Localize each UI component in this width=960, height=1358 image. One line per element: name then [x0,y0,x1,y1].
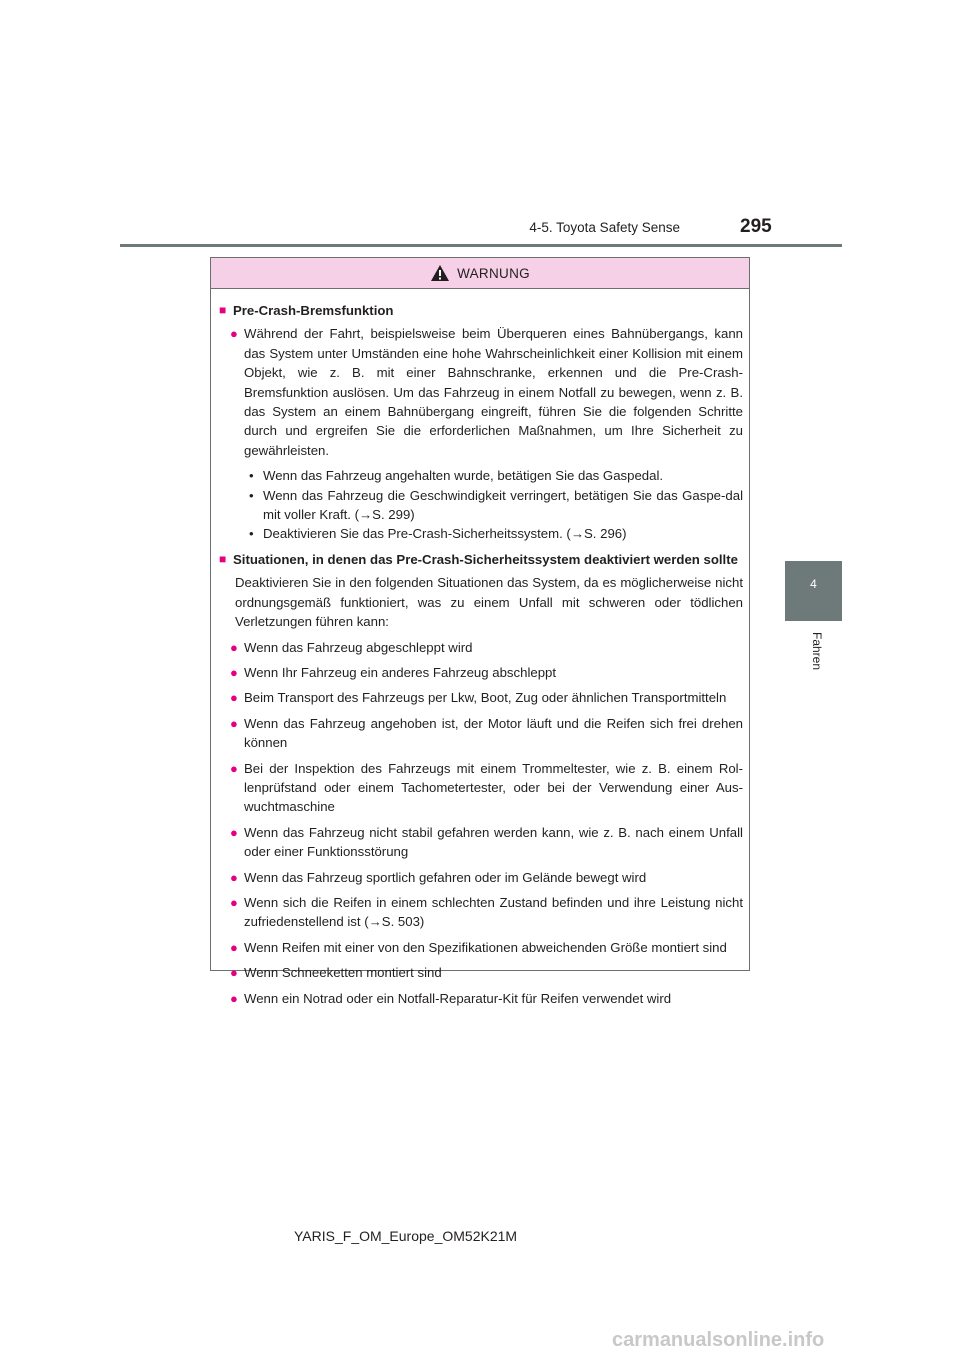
list-item: ● Wenn das Fahrzeug angehoben ist, der Motor läuft und die Reifen sich frei drehen können [230,714,743,753]
circle-bullet-icon: ● [230,990,238,1006]
section-title: 4-5. Toyota Safety Sense [529,220,680,235]
list-item: ● Während der Fahrt, beispielsweise beim Überqueren eines Bahnübergangs, kann das System unter Umständen eine hohe Wahrscheinlichkeit einer Kollision mit einem Objekt, wie z. B. mit einer Bahnschranke, erkennen und die Pre-Crash-Bremsfunktion auslösen. Um das Fahrzeug in einem Notfall zu bewegen, wenn z. B. das System an einem Bahnübergang eingreift, führen Sie die folgenden Schritte durch und ergreifen Sie die erforderlichen Maßnahmen, um Ihre Sicherheit zu gewährleisten. [230,324,743,460]
list-item: ● Wenn Ihr Fahrzeug ein anderes Fahrzeug abschleppt [230,663,743,682]
circle-bullet-icon: ● [230,326,238,342]
header-divider [120,244,842,247]
list-item: ● Wenn Schneeketten montiert sind [230,963,743,982]
chapter-label: Fahren [810,632,824,671]
chapter-tab: 4 [785,561,842,621]
circle-bullet-icon: ● [230,939,238,955]
list-item: ● Wenn das Fahrzeug abgeschleppt wird [230,638,743,657]
circle-bullet-icon: ● [230,760,238,776]
sub-list-item: • Wenn das Fahrzeug angehalten wurde, betätigen Sie das Gaspedal. [249,466,743,485]
sub-list-item: • Wenn das Fahrzeug die Geschwindigkeit verringert, betätigen Sie das Gaspe-dal mit voller Kraft. (→S. 299) [249,486,743,525]
list-item: ● Bei der Inspektion des Fahrzeugs mit einem Trommeltester, wie z. B. einem Rol-lenprüfstand oder einem Tachometertester, oder bei der Verwendung einer Aus-wuchtmaschine [230,759,743,817]
section-title-text: Situationen, in denen das Pre-Crash-Sicherheitssystem deaktiviert werden sollte [233,551,738,567]
warning-box [210,257,750,1006]
warning-title: WARNUNG [457,265,530,281]
warning-content [211,289,749,1008]
list-item: ● Wenn Reifen mit einer von den Spezifikationen abweichenden Größe montiert sind [230,938,743,957]
circle-bullet-icon: ● [230,664,238,680]
dot-bullet-icon: • [249,468,254,484]
page-number: 295 [740,216,772,237]
circle-bullet-icon: ● [230,965,238,981]
square-bullet-icon: ■ [219,551,227,566]
section-heading [219,301,743,320]
dot-bullet-icon: • [249,526,254,542]
circle-bullet-icon: ● [230,824,238,840]
document-id: YARIS_F_OM_Europe_OM52K21M [294,1228,518,1244]
circle-bullet-icon: ● [230,690,238,706]
watermark: carmanualsonline.info [612,1329,825,1351]
list-item: ● Wenn sich die Reifen in einem schlechten Zustand befinden und ihre Leistung nicht zufriedenstellend ist (→S. 503) [230,893,743,932]
warning-triangle-icon [430,264,450,282]
list-item: ● Wenn das Fahrzeug nicht stabil gefahren werden kann, wie z. B. nach einem Unfall oder einer Funktionsstörung [230,823,743,862]
list-item: ● Wenn ein Notrad oder ein Notfall-Reparatur-Kit für Reifen verwendet wird [230,989,743,1008]
section-heading [219,550,743,569]
circle-bullet-icon: ● [230,715,238,731]
list-item: ● Wenn das Fahrzeug sportlich gefahren oder im Gelände bewegt wird [230,868,743,887]
square-bullet-icon: ■ [219,303,227,317]
intro-paragraph: Deaktivieren Sie in den folgenden Situationen das System, da es möglicherweise nicht ordnungsgemäß funktioniert, was zu einem Unfall mit schweren oder tödlichen Verletzungen führen kann: [235,575,743,630]
circle-bullet-icon: ● [230,639,238,655]
dot-bullet-icon: • [249,487,254,503]
sub-list-item: • Deaktivieren Sie das Pre-Crash-Sicherheitssystem. (→S. 296) [249,524,743,543]
warning-header [211,258,749,289]
section-title-text: Pre-Crash-Bremsfunktion [233,303,394,318]
list-item: ● Beim Transport des Fahrzeugs per Lkw, Boot, Zug oder ähnlichen Transportmitteln [230,688,743,707]
circle-bullet-icon: ● [230,869,238,885]
circle-bullet-icon: ● [230,894,238,910]
